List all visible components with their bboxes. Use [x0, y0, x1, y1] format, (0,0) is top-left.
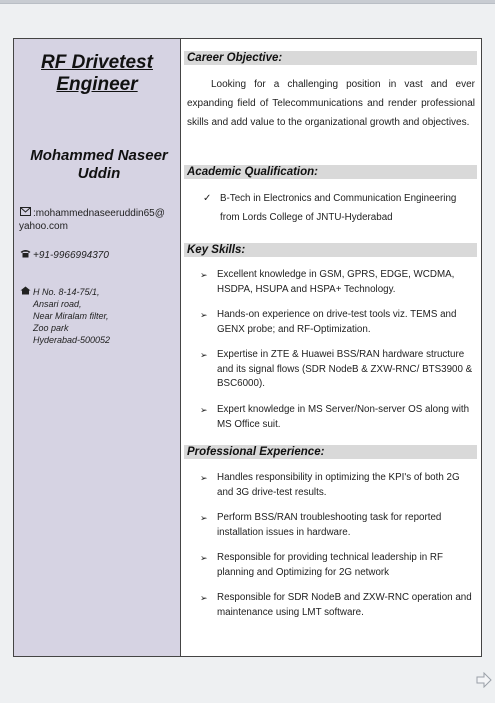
career-objective-heading: Career Objective: — [184, 51, 477, 65]
top-bar — [0, 0, 495, 4]
arrow-bullet-icon: ➢ — [200, 405, 208, 415]
checkmark-icon: ✓ — [203, 193, 212, 204]
address-lines — [33, 286, 110, 346]
arrow-bullet-icon: ➢ — [200, 350, 208, 360]
address-line: Near Miralam filter, — [33, 311, 109, 321]
envelope-icon — [19, 207, 31, 220]
experience-list — [184, 471, 477, 500]
arrow-bullet-icon: ➢ — [200, 513, 208, 523]
experience-list — [184, 591, 477, 620]
name-line2: Uddin — [77, 165, 121, 182]
list-item — [184, 551, 477, 580]
address-line: Hyderabad-500052 — [33, 335, 111, 345]
email-block — [19, 207, 179, 233]
career-objective-text: Looking for a challenging position in vast and ever expanding field of Telecommunications and render professional skills and add value to the organizational growth and objectives. — [187, 79, 475, 128]
experience-text: Responsible for providing technical leadership in RF planning and Optimizing for 2G network — [217, 552, 443, 578]
arrow-bullet-icon: ➢ — [200, 270, 208, 280]
skill-text: Hands-on experience on drive-test tools viz. TEMS and GENX probe; and RF-Optimization. — [217, 309, 457, 335]
experience-text: Perform BSS/RAN troubleshooting task for reported installation issues in hardware. — [217, 512, 442, 538]
phone-block — [19, 249, 179, 262]
list-item — [184, 348, 477, 392]
next-arrow-icon[interactable] — [476, 672, 492, 688]
list-item — [184, 189, 477, 227]
arrow-bullet-icon: ➢ — [200, 310, 208, 320]
address-line: Ansari road, — [33, 299, 82, 309]
arrow-bullet-icon: ➢ — [200, 553, 208, 563]
job-title-line2: Engineer — [56, 74, 138, 95]
arrow-bullet-icon: ➢ — [200, 473, 208, 483]
skill-text: Expert knowledge in MS Server/Non-server OS along with MS Office suit. — [217, 404, 470, 430]
list-item — [184, 268, 477, 297]
experience-text: Handles responsibility in optimizing the KPI's of both 2G and 3G drive-test results. — [217, 472, 460, 498]
academic-item-text: B-Tech in Electronics and Communication Engineering from Lords College of JNTU-Hyderabad — [220, 193, 457, 223]
academic-heading: Academic Qualification: — [184, 165, 477, 179]
job-title-line1: RF Drivetest — [41, 52, 153, 73]
email-line2[interactable]: yahoo.com — [19, 221, 68, 232]
candidate-name — [18, 147, 180, 183]
resume-page — [13, 38, 482, 657]
skill-text: Expertise in ZTE & Huawei BSS/RAN hardware structure and its signal flows (SDR NodeB & ZXW-RNC/ BTS3900 & BSC6000). — [217, 349, 473, 389]
experience-list — [184, 511, 477, 540]
experience-list — [184, 551, 477, 580]
address-line: H No. 8-14-75/1, — [33, 287, 100, 297]
list-item — [184, 511, 477, 540]
key-skills-list — [184, 308, 477, 337]
key-skills-list — [184, 268, 477, 297]
list-item — [184, 591, 477, 620]
professional-experience-heading: Professional Experience: — [184, 445, 477, 459]
list-item — [184, 471, 477, 500]
name-line1: Mohammed Naseer — [30, 147, 168, 164]
address-line: Zoo park — [33, 323, 69, 333]
home-icon — [19, 286, 31, 298]
sidebar — [14, 39, 181, 656]
list-item — [184, 403, 477, 432]
telephone-icon — [19, 249, 31, 262]
job-title — [14, 52, 180, 96]
key-skills-list — [184, 348, 477, 392]
key-skills-list — [184, 403, 477, 432]
skill-text: Excellent knowledge in GSM, GPRS, EDGE, WCDMA, HSDPA, HSUPA and HSPA+ Technology. — [217, 269, 455, 295]
academic-list — [184, 189, 477, 227]
phone-number: +91-9966994370 — [33, 250, 109, 261]
email-line1[interactable]: :mohammednaseeruddin65@ — [33, 208, 165, 219]
list-item — [184, 308, 477, 337]
key-skills-heading: Key Skills: — [184, 243, 477, 257]
arrow-bullet-icon: ➢ — [200, 593, 208, 603]
address-block — [19, 286, 179, 346]
experience-text: Responsible for SDR NodeB and ZXW-RNC operation and maintenance using LMT software. — [217, 592, 472, 618]
